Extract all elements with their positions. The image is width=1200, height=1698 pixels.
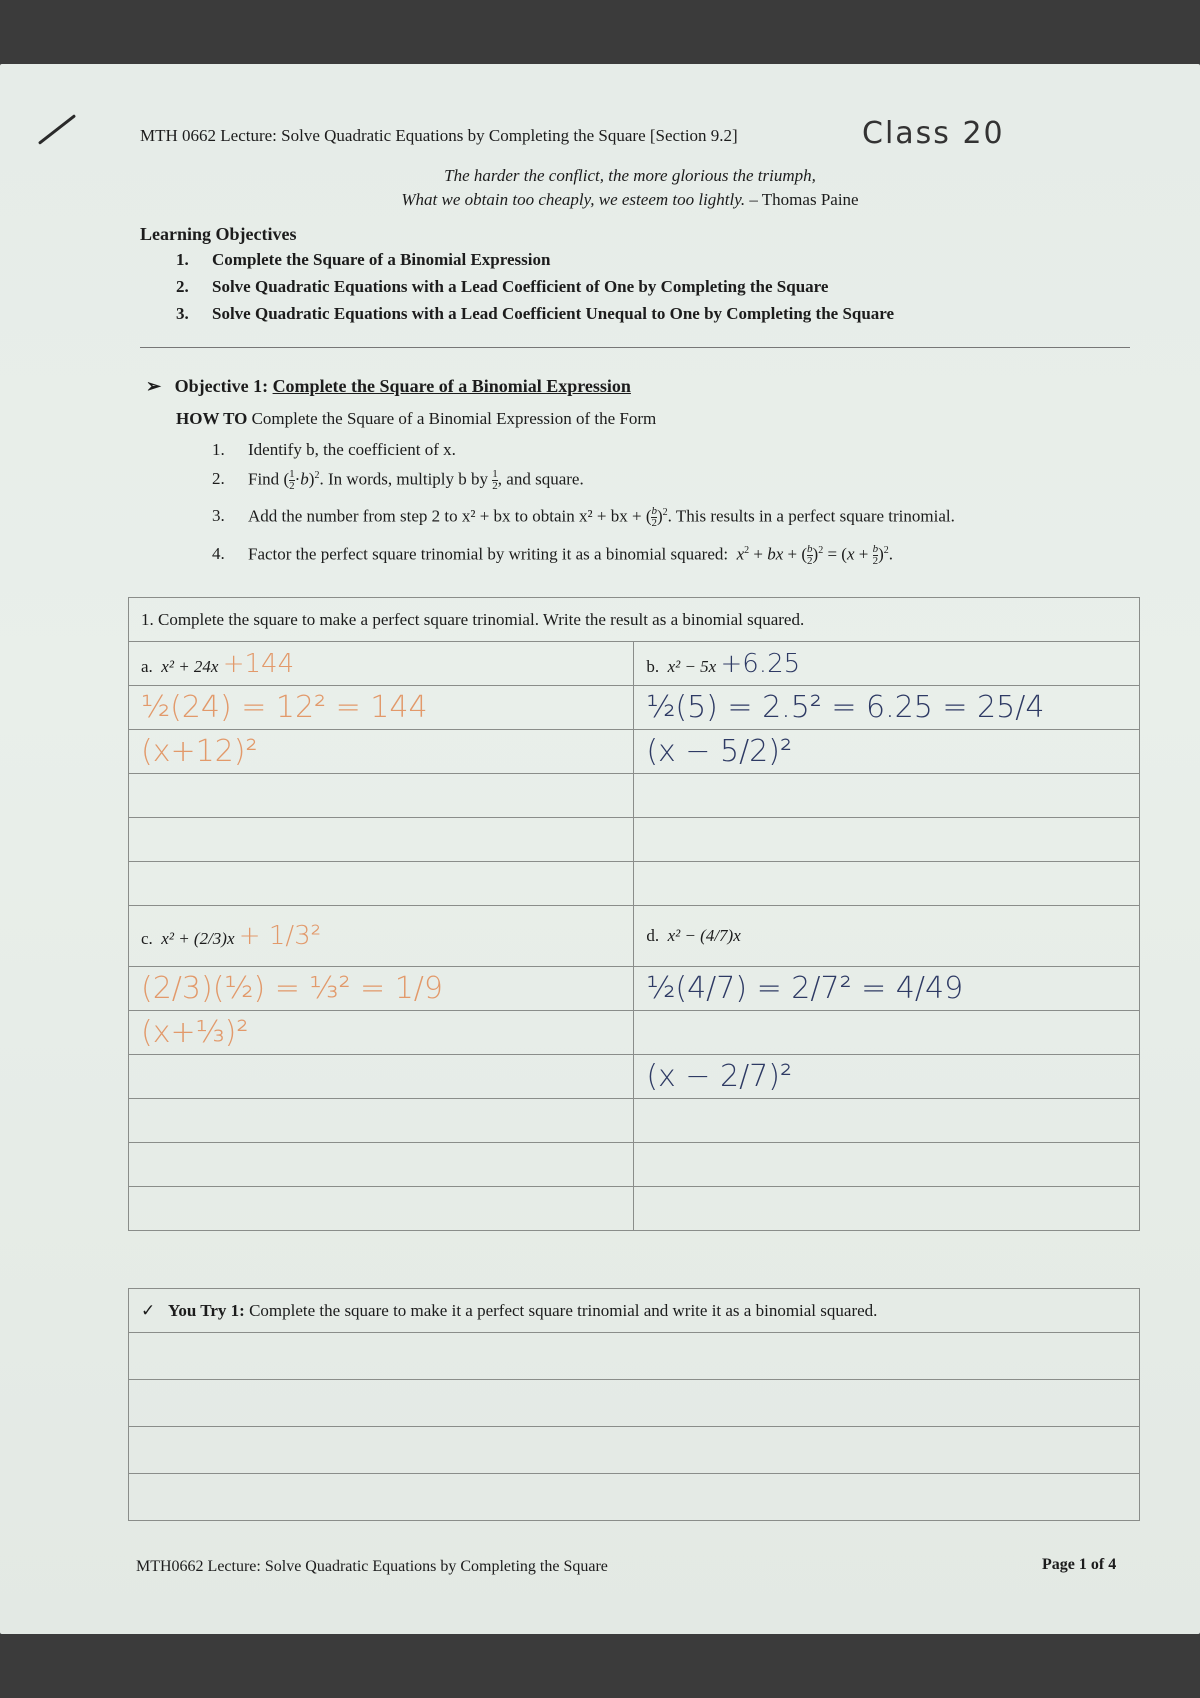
objective-item: 2. Solve Quadratic Equations with a Lead Coefficient of One by Completing the Square [176, 277, 829, 296]
work-a-line2: (x+12)² [141, 734, 258, 769]
answer-b-addend: +6.25 [720, 648, 801, 679]
objective-item: 3. Solve Quadratic Equations with a Lead Coefficient Unequal to One by Completing the Square [176, 304, 895, 323]
quote-line-2 [300, 190, 960, 210]
howto-step-3: 3. Add the number from step 2 to x² + bx to obtain x² + bx + ( $\frac{b}{2}$ )$^2$. This results in a perfect square trinomial. [212, 505, 955, 529]
check-icon: ✓ [141, 1300, 156, 1320]
learning-objectives-list [176, 250, 894, 331]
howto-label: HOW TO [176, 409, 248, 428]
exercise-instruction: 1. Complete the square to make a perfect square trinomial. Write the result as a binomial squared. [129, 598, 1140, 642]
problem-c: c. x² + (2/3)x + 1/3² [129, 906, 634, 967]
work-a-line1: ½(24) = 12² = 144 [141, 690, 428, 725]
howto-line [176, 409, 656, 429]
handwritten-class-tag: Class 20 [862, 116, 1005, 151]
arrow-bullet-icon: ➢ [146, 376, 171, 396]
problem-b: b. x² − 5x +6.25 [634, 642, 1140, 686]
exercise-1-table [128, 597, 1140, 1231]
section-divider [140, 347, 1130, 348]
howto-step-1: 1. Identify b, the coefficient of x. [212, 440, 456, 459]
you-try-label: You Try 1: [168, 1300, 245, 1320]
objective-label: Objective 1: [174, 376, 269, 396]
you-try-instruction [129, 1289, 1140, 1333]
quote-text: What we obtain too cheaply, we esteem too lightly. [401, 190, 746, 209]
work-b-line1: ½(5) = 2.5² = 6.25 = 25/4 [646, 690, 1045, 725]
howto-text: Complete the Square of a Binomial Expression of the Form [251, 409, 657, 428]
page-header [140, 126, 738, 146]
problem-d: d. x² − (4/7)x [634, 906, 1140, 967]
quote-line-1: The harder the conflict, the more glorious the triumph, [444, 166, 816, 185]
answer-c-addend: + 1/3² [238, 921, 322, 951]
objective-1-heading [146, 376, 631, 397]
lecture-title: Solve Quadratic Equations by Completing the Square [Section 9.2] [281, 126, 738, 145]
work-d-line2: (x − 2/7)² [646, 1059, 792, 1094]
howto-step-2: 2. Find ( $\frac{1}{2}$ ·b)$^2$. In words, multiply b by $\frac{1}{2}$ , and square. [212, 468, 584, 492]
objective-title: Complete the Square of a Binomial Expression [272, 376, 631, 396]
quote-author: – Thomas Paine [749, 190, 859, 209]
answer-a-addend: +144 [222, 648, 295, 679]
work-d-line1: ½(4/7) = 2/7² = 4/49 [646, 971, 964, 1006]
work-c-line1: (2/3)(½) = ⅓² = 1/9 [141, 971, 443, 1006]
you-try-1-table [128, 1288, 1140, 1521]
page-number: Page 1 of 4 [1042, 1556, 1117, 1573]
learning-objectives-title: Learning Objectives [140, 224, 297, 244]
problem-a: a. x² + 24x +144 [129, 642, 634, 686]
objective-item: 1. Complete the Square of a Binomial Expression [176, 250, 551, 269]
work-b-line2: (x − 5/2)² [646, 734, 792, 769]
work-c-line2: (x+⅓)² [141, 1015, 249, 1050]
course-label: MTH 0662 Lecture: [140, 126, 277, 145]
howto-step-4: 4. Factor the perfect square trinomial by writing it as a binomial squared: $x^2$ + bx + ( $\frac{b}{2}$ )$^2$ = (x + $\frac{b}{2}$ )$^2$. [212, 543, 894, 567]
you-try-text: Complete the square to make it a perfect square trinomial and write it as a binomial squared. [249, 1300, 878, 1320]
footer-title: MTH0662 Lecture: Solve Quadratic Equations by Completing the Square [136, 1558, 608, 1575]
